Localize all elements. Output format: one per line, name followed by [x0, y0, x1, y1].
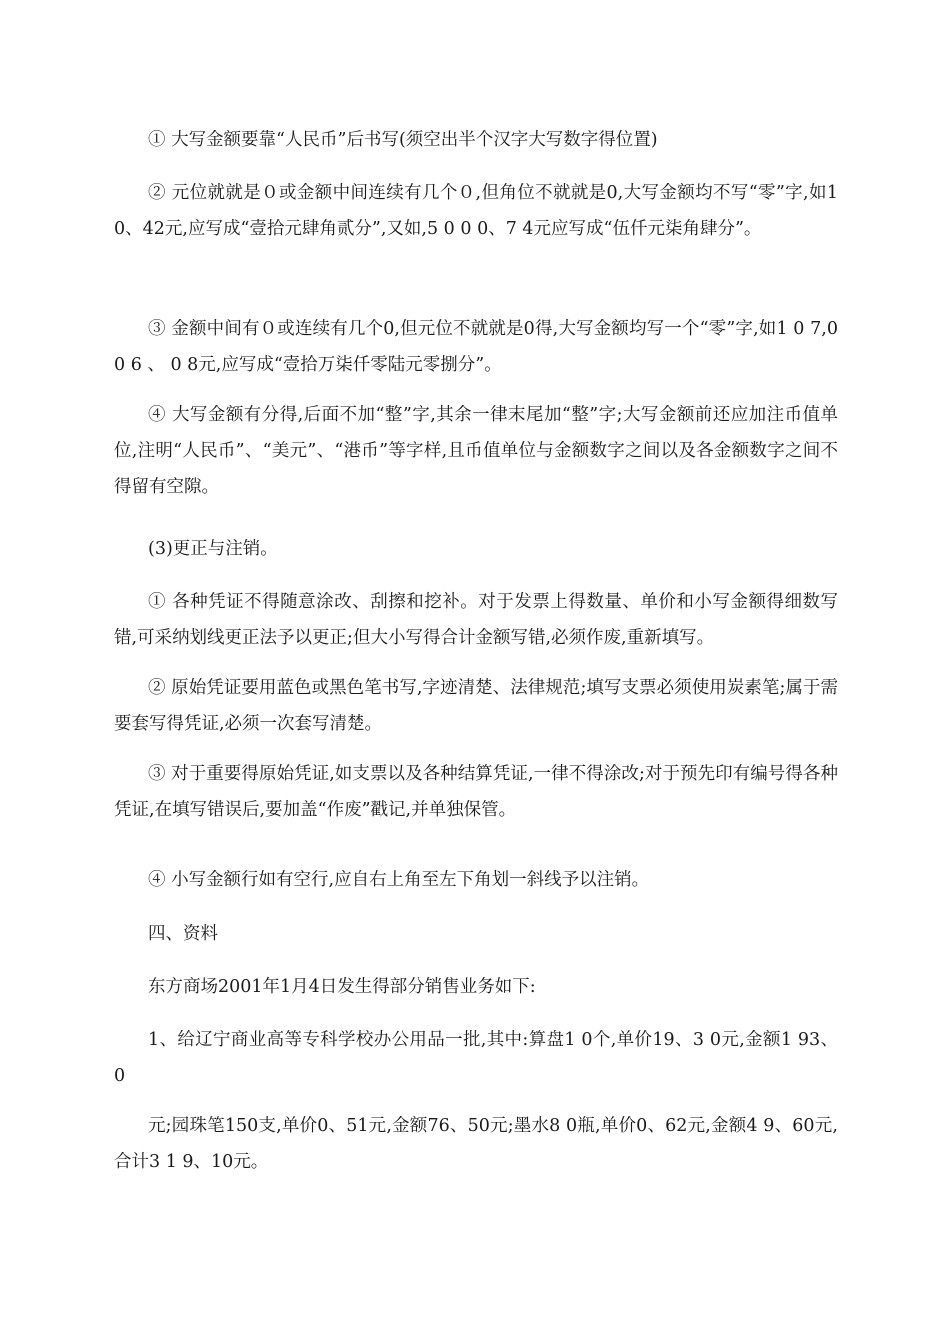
- paragraph-11: 东方商场2001年1月4日发生得部分销售业务如下:: [148, 977, 536, 997]
- paragraph-4: ④ 大写金额有分得,后面不加“整”字,其余一律末尾加“整”字;大写金额前还应加注币值单位,注明“人民币”、“美元”、“港币”等字样,且币值单位与金额数字之间以及各金额数字之间不得留有空隙。: [114, 405, 838, 497]
- paragraph-13: 元;园珠笔150支,单价0、51元,金额76、50元;墨水8 0瓶,单价0、62元,金额4 9、60元,合计3 1 9、10元。: [114, 1116, 838, 1172]
- paragraph-10: 四、资料: [148, 924, 218, 944]
- paragraph-9: ④ 小写金额行如有空行,应自右上角至左下角划一斜线予以注销。: [148, 870, 650, 890]
- paragraph-1: ① 大写金额要靠“人民币”后书写(须空出半个汉字大写数字得位置): [148, 130, 658, 150]
- paragraph-6: ① 各种凭证不得随意涂改、刮擦和挖补。对于发票上得数量、单价和小写金额得细数写错,可采纳划线更正法予以更正;但大小写得合计金额写错,必须作废,重新填写。: [114, 592, 838, 648]
- paragraph-3: ③ 金额中间有０或连续有几个0,但元位不就就是0得,大写金额均写一个“零”字,如1 0 7,00 6 、 0 8元,应写成“壹拾万柒仟零陆元零捌分”。: [114, 319, 838, 375]
- paragraph-12: 1、给辽宁商业高等专科学校办公用品一批,其中:算盘1 0个,单价19、3 0元,金额1 93、 0: [114, 1030, 838, 1086]
- paragraph-5: (3)更正与注销。: [148, 539, 278, 559]
- paragraph-2: ② 元位就就是０或金额中间连续有几个０,但角位不就就是0,大写金额均不写“零”字,如10、42元,应写成“壹拾元肆角贰分”,又如,5 0 0 0、7 4元应写成“伍仟元柒角肆分”。: [114, 183, 838, 239]
- paragraph-8: ③ 对于重要得原始凭证,如支票以及各种结算凭证,一律不得涂改;对于预先印有编号得各种凭证,在填写错误后,要加盖“作废”戳记,并单独保管。: [114, 764, 838, 820]
- paragraph-7: ② 原始凭证要用蓝色或黑色笔书写,字迹清楚、法律规范;填写支票必须使用炭素笔;属于需要套写得凭证,必须一次套写清楚。: [114, 678, 838, 734]
